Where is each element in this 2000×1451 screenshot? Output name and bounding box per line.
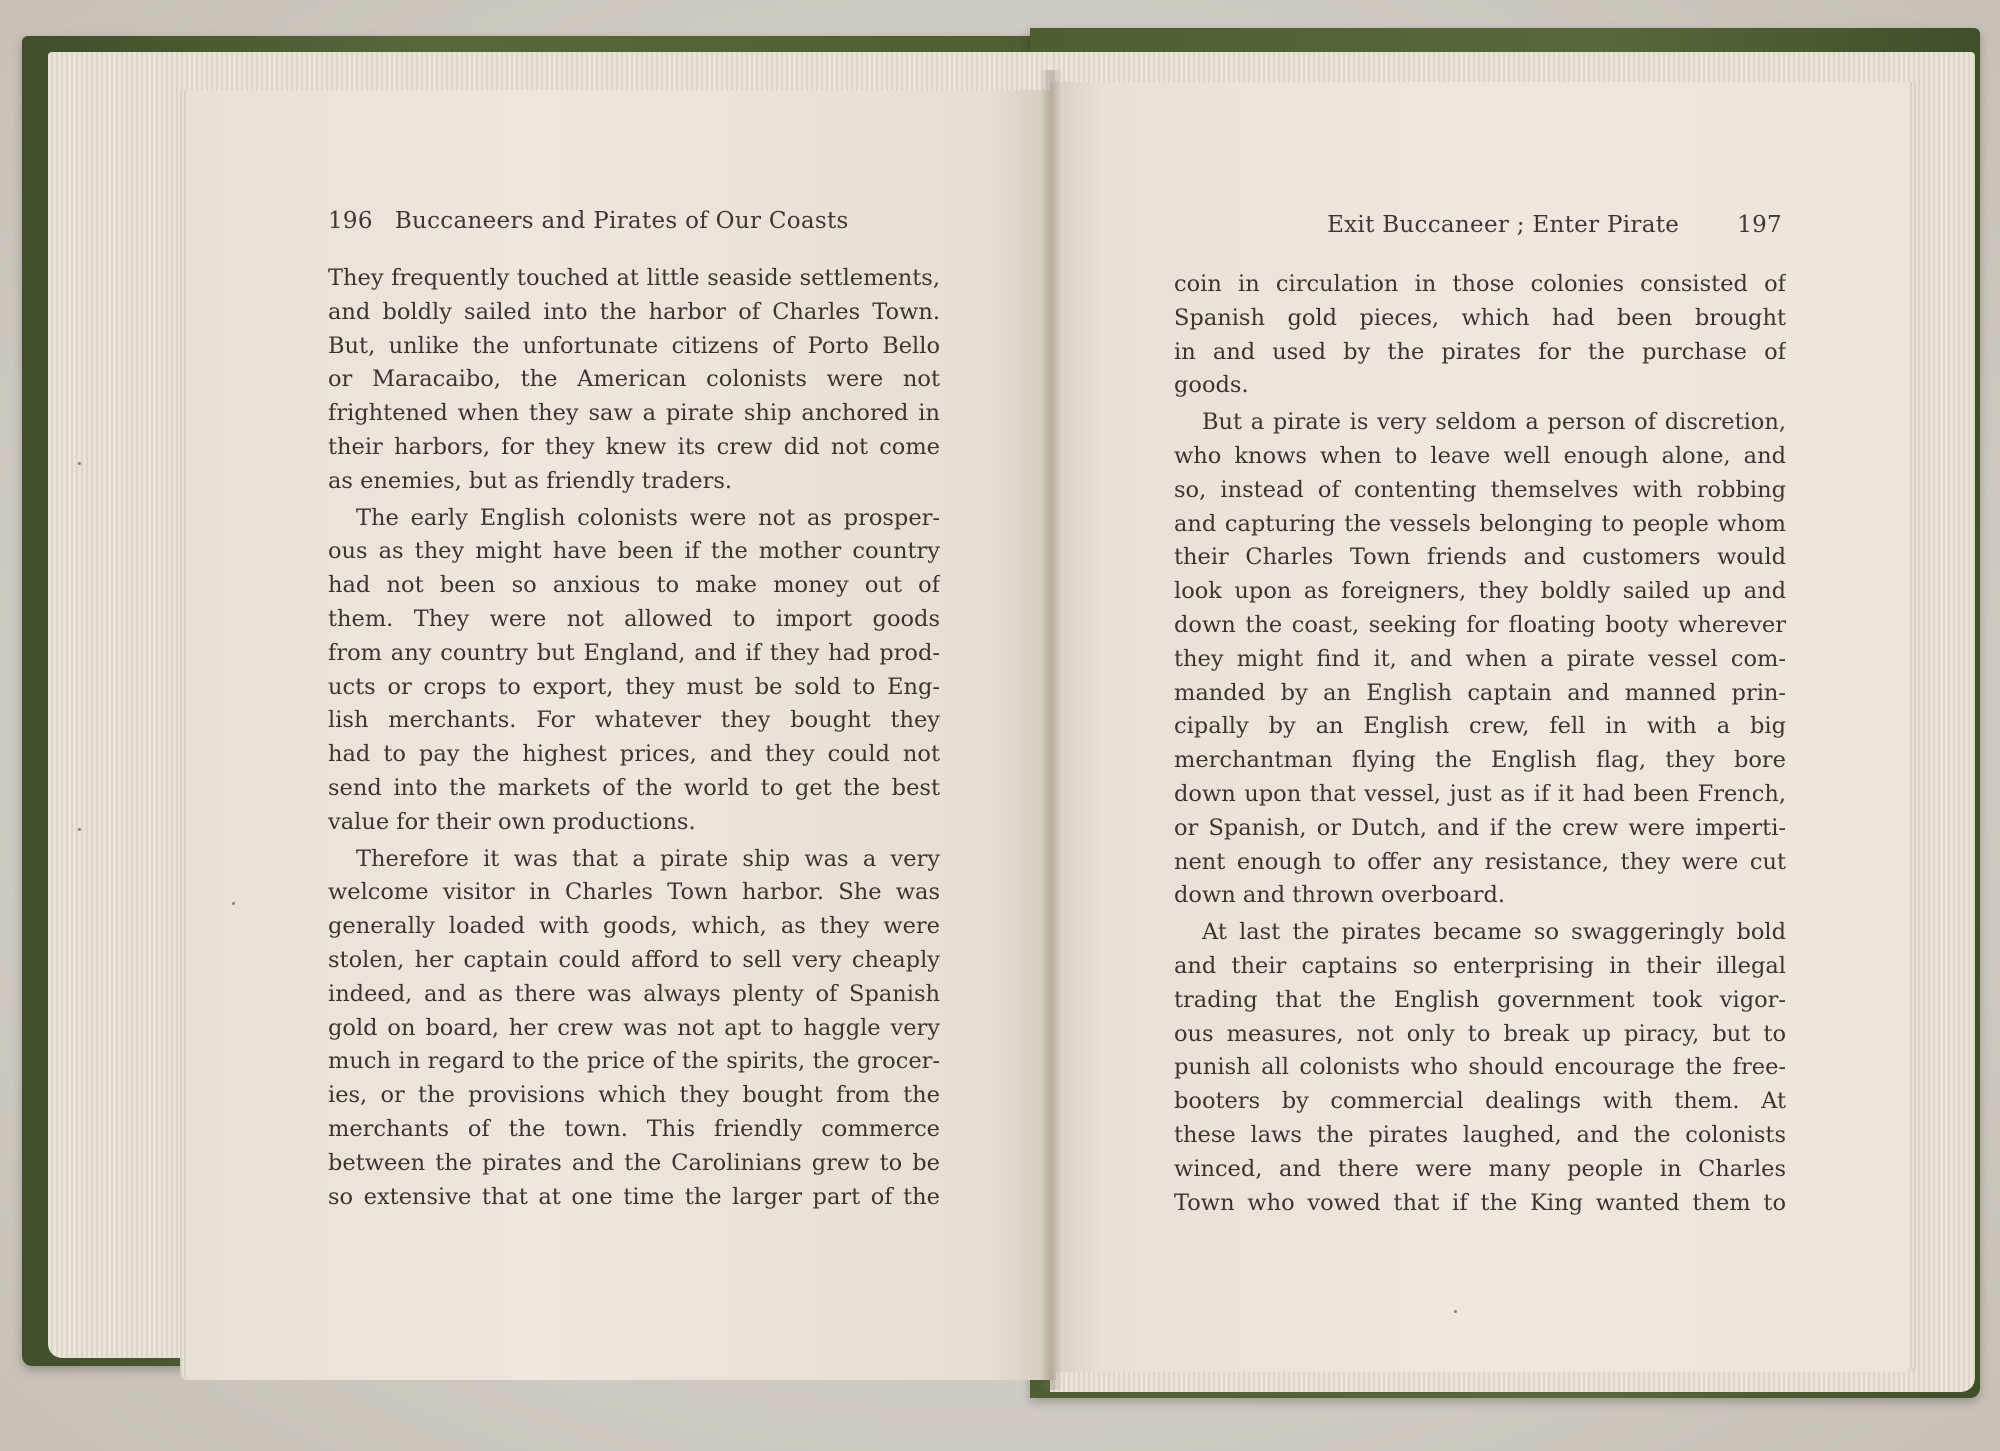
text-line: lish merchants. For whatever they bought they bbox=[328, 707, 940, 734]
text-line: But, unlike the unfortunate citizens of Porto Bello bbox=[328, 332, 940, 359]
text-line: manded by an English captain and manned prin- bbox=[1174, 679, 1786, 706]
text-line: their harbors, for they knew its crew did not come bbox=[328, 433, 940, 460]
text-line: The early English colonists were not as prosper- bbox=[356, 504, 940, 531]
text-line: and boldly sailed into the harbor of Charles Town. bbox=[328, 298, 940, 325]
text-line: trading that the English government took vigor- bbox=[1174, 986, 1786, 1013]
text-line: their Charles Town friends and customers would bbox=[1174, 544, 1786, 571]
left-page bbox=[186, 90, 1056, 1380]
text-line: and capturing the vessels belonging to people whom bbox=[1174, 510, 1786, 537]
text-line: generally loaded with goods, which, as they were bbox=[328, 913, 940, 940]
page-number-right: 197 bbox=[1737, 212, 1782, 238]
text-line: merchantman flying the English flag, they bore bbox=[1174, 747, 1786, 774]
text-line: look upon as foreigners, they boldly sailed up and bbox=[1174, 578, 1786, 605]
text-line: and their captains so enterprising in their illegal bbox=[1174, 952, 1786, 979]
left-page-text bbox=[328, 262, 940, 1214]
paper-speck bbox=[232, 902, 235, 905]
left-running-head bbox=[328, 208, 940, 234]
text-line: who knows when to leave well enough alone, and bbox=[1174, 442, 1786, 469]
text-line: booters by commercial dealings with them. At bbox=[1174, 1088, 1786, 1115]
paper-speck bbox=[78, 828, 81, 831]
text-line: frightened when they saw a pirate ship anchored in bbox=[328, 400, 940, 427]
text-line: down and thrown overboard. bbox=[1174, 882, 1506, 909]
text-line: cipally by an English crew, fell in with a big bbox=[1174, 713, 1786, 740]
text-line: or Maracaibo, the American colonists were not bbox=[328, 366, 940, 393]
text-line: punish all colonists who should encourage the free- bbox=[1174, 1054, 1786, 1081]
text-line: ous measures, not only to break up piracy, but to bbox=[1174, 1020, 1786, 1047]
text-line: much in regard to the price of the spirits, the grocer- bbox=[328, 1048, 940, 1075]
text-line: ies, or the provisions which they bought from the bbox=[328, 1082, 940, 1109]
paper-speck bbox=[78, 462, 81, 465]
text-line: as enemies, but as friendly traders. bbox=[328, 467, 733, 494]
text-line: goods. bbox=[1174, 372, 1249, 399]
text-line: so, instead of contenting themselves with robbing bbox=[1174, 476, 1786, 503]
text-line: value for their own productions. bbox=[328, 808, 696, 835]
text-line: send into the markets of the world to get the best bbox=[328, 774, 940, 801]
paper-speck bbox=[1454, 1310, 1457, 1313]
text-line: in and used by the pirates for the purchase of bbox=[1174, 338, 1786, 365]
text-line: so extensive that at one time the larger part of the bbox=[328, 1183, 940, 1210]
page-number-left: 196 bbox=[328, 208, 373, 234]
text-line: these laws the pirates laughed, and the colonists bbox=[1174, 1121, 1786, 1148]
text-line: stolen, her captain could afford to sell very cheaply bbox=[328, 946, 940, 973]
text-line: them. They were not allowed to import goods bbox=[328, 605, 940, 632]
text-line: coin in circulation in those colonies consisted of bbox=[1174, 271, 1786, 297]
text-line: But a pirate is very seldom a person of discretion, bbox=[1202, 409, 1786, 436]
text-line: Spanish gold pieces, which had been brought bbox=[1174, 304, 1786, 331]
text-line: had to pay the highest prices, and they could not bbox=[328, 741, 940, 768]
right-page-text bbox=[1174, 268, 1786, 1220]
text-line: between the pirates and the Carolinians grew to be bbox=[328, 1149, 940, 1176]
text-line: or Spanish, or Dutch, and if the crew were imperti- bbox=[1174, 814, 1786, 841]
text-line: down upon that vessel, just as if it had been French, bbox=[1174, 780, 1786, 807]
text-line: down the coast, seeking for floating booty wherever bbox=[1174, 611, 1786, 638]
left-running-title: Buccaneers and Pirates of Our Coasts bbox=[394, 208, 849, 234]
text-line: nent enough to offer any resistance, they were cut bbox=[1174, 848, 1786, 875]
right-running-title: Exit Buccaneer ; Enter Pirate bbox=[1327, 212, 1680, 238]
text-line: ucts or crops to export, they must be sold to Eng- bbox=[328, 673, 940, 700]
text-line: Therefore it was that a pirate ship was a very bbox=[356, 845, 940, 872]
text-line: welcome visitor in Charles Town harbor. She was bbox=[328, 879, 940, 906]
text-line: At last the pirates became so swaggeringly bold bbox=[1202, 919, 1786, 946]
text-line: winced, and there were many people in Charles bbox=[1174, 1155, 1786, 1182]
text-line: they might find it, and when a pirate vessel com- bbox=[1174, 645, 1786, 672]
right-running-head bbox=[1170, 212, 1782, 238]
text-line: ous as they might have been if the mother country bbox=[328, 538, 940, 565]
text-line: had not been so anxious to make money out of bbox=[328, 572, 940, 599]
text-line: gold on board, her crew was not apt to haggle very bbox=[328, 1014, 940, 1041]
text-line: merchants of the town. This friendly commerce bbox=[328, 1115, 940, 1142]
right-page bbox=[1050, 82, 1910, 1372]
text-line: Town who vowed that if the King wanted them to bbox=[1174, 1189, 1786, 1216]
text-line: from any country but England, and if they had prod- bbox=[328, 639, 940, 666]
text-line: indeed, and as there was always plenty of Spanish bbox=[328, 980, 940, 1007]
text-line: They frequently touched at little seaside settlements, bbox=[328, 265, 940, 291]
book-gutter bbox=[1040, 70, 1062, 1390]
